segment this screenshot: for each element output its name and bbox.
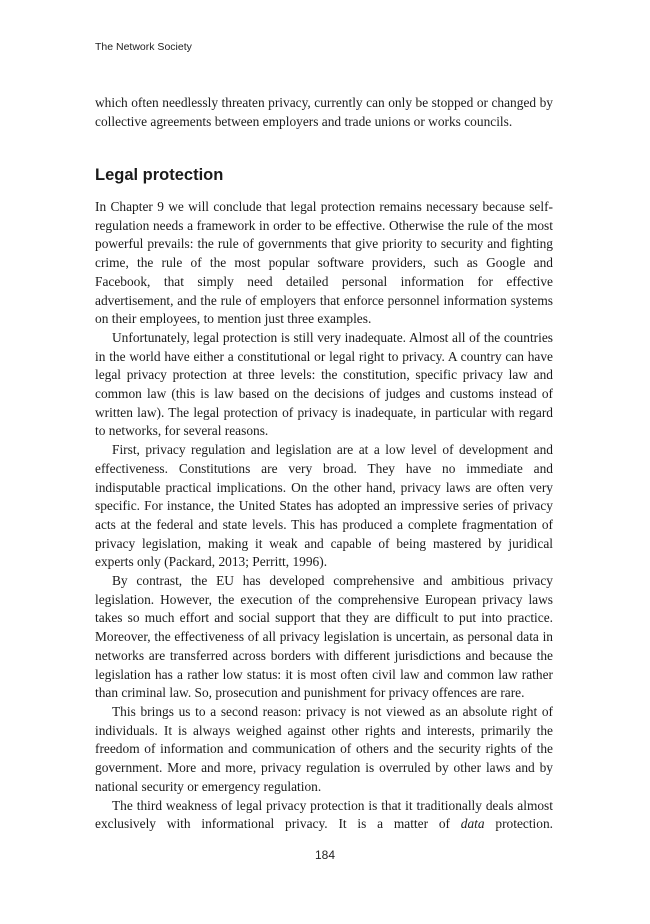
running-head: The Network Society xyxy=(95,41,192,53)
section-heading: Legal protection xyxy=(95,166,224,184)
paragraph-text: protection. xyxy=(484,816,554,832)
paragraph: First, privacy regulation and legislation are at a low level of development and effectiveness. Constitutions are very broad. They have no immediate and indisputable practical implications. On the other hand, privacy laws are often very specific. For instance, the United States has adopted an impressive series of privacy acts at the federal and state levels. This has produced a complete fragmentation of privacy legislation, making it weak and capable of being mastered by juridical experts only (Packard, 2013; Perritt, 1996). xyxy=(95,442,553,570)
body-text xyxy=(95,198,553,834)
paragraph: Unfortunately, legal protection is still very inadequate. Almost all of the countries in the world have either a constitutional or legal right to privacy. A country can have legal privacy protection at three levels: the constitution, specific privacy law and common law (this is law based on the decisions of judges and customs instead of written law). The legal protection of privacy is inadequate, in particular with regard to networks, for several reasons. xyxy=(95,329,553,439)
intro-paragraph: which often needlessly threaten privacy, currently can only be stopped or changed by collective agreements between employers and trade unions or works councils. xyxy=(95,95,553,129)
paragraph: This brings us to a second reason: privacy is not viewed as an absolute right of individuals. It is always weighed against other rights and interests, primarily the freedom of information and communication of others and the security rights of the government. More and more, privacy regulation is overruled by other laws and by national security or emergency regulation. xyxy=(95,703,553,794)
paragraph: By contrast, the EU has developed comprehensive and ambitious privacy legislation. However, the execution of the comprehensive European privacy laws takes so much effort and social support that they are difficult to put into practice. Moreover, the effectiveness of all privacy legislation is uncertain, as personal data in networks are transferred across borders with different jurisdictions and because the legislation has a rather low status: it is most often civil law and common law rather than criminal law. So, prosecution and punishment for privacy offences are rare. xyxy=(95,573,553,701)
paragraph xyxy=(95,797,553,834)
paragraph: In Chapter 9 we will conclude that legal protection remains necessary because self-regulation needs a framework in order to be effective. Otherwise the rule of the most powerful prevails: the rule of governments that give priority to security and fighting crime, the rule of the most popular software providers, such as Google and Facebook, that simply need detailed personal information for effective advertisement, and the rule of employers that enforce personnel information systems on their employees, to mention just three examples. xyxy=(95,199,553,327)
page-number: 184 xyxy=(314,848,336,862)
intro-block xyxy=(95,94,553,131)
paragraph-text: The third weakness of legal privacy protection is that it traditionally deals almost exclusively with informational privacy. It is a matter of xyxy=(95,797,553,832)
emphasis-text: data xyxy=(460,816,485,832)
